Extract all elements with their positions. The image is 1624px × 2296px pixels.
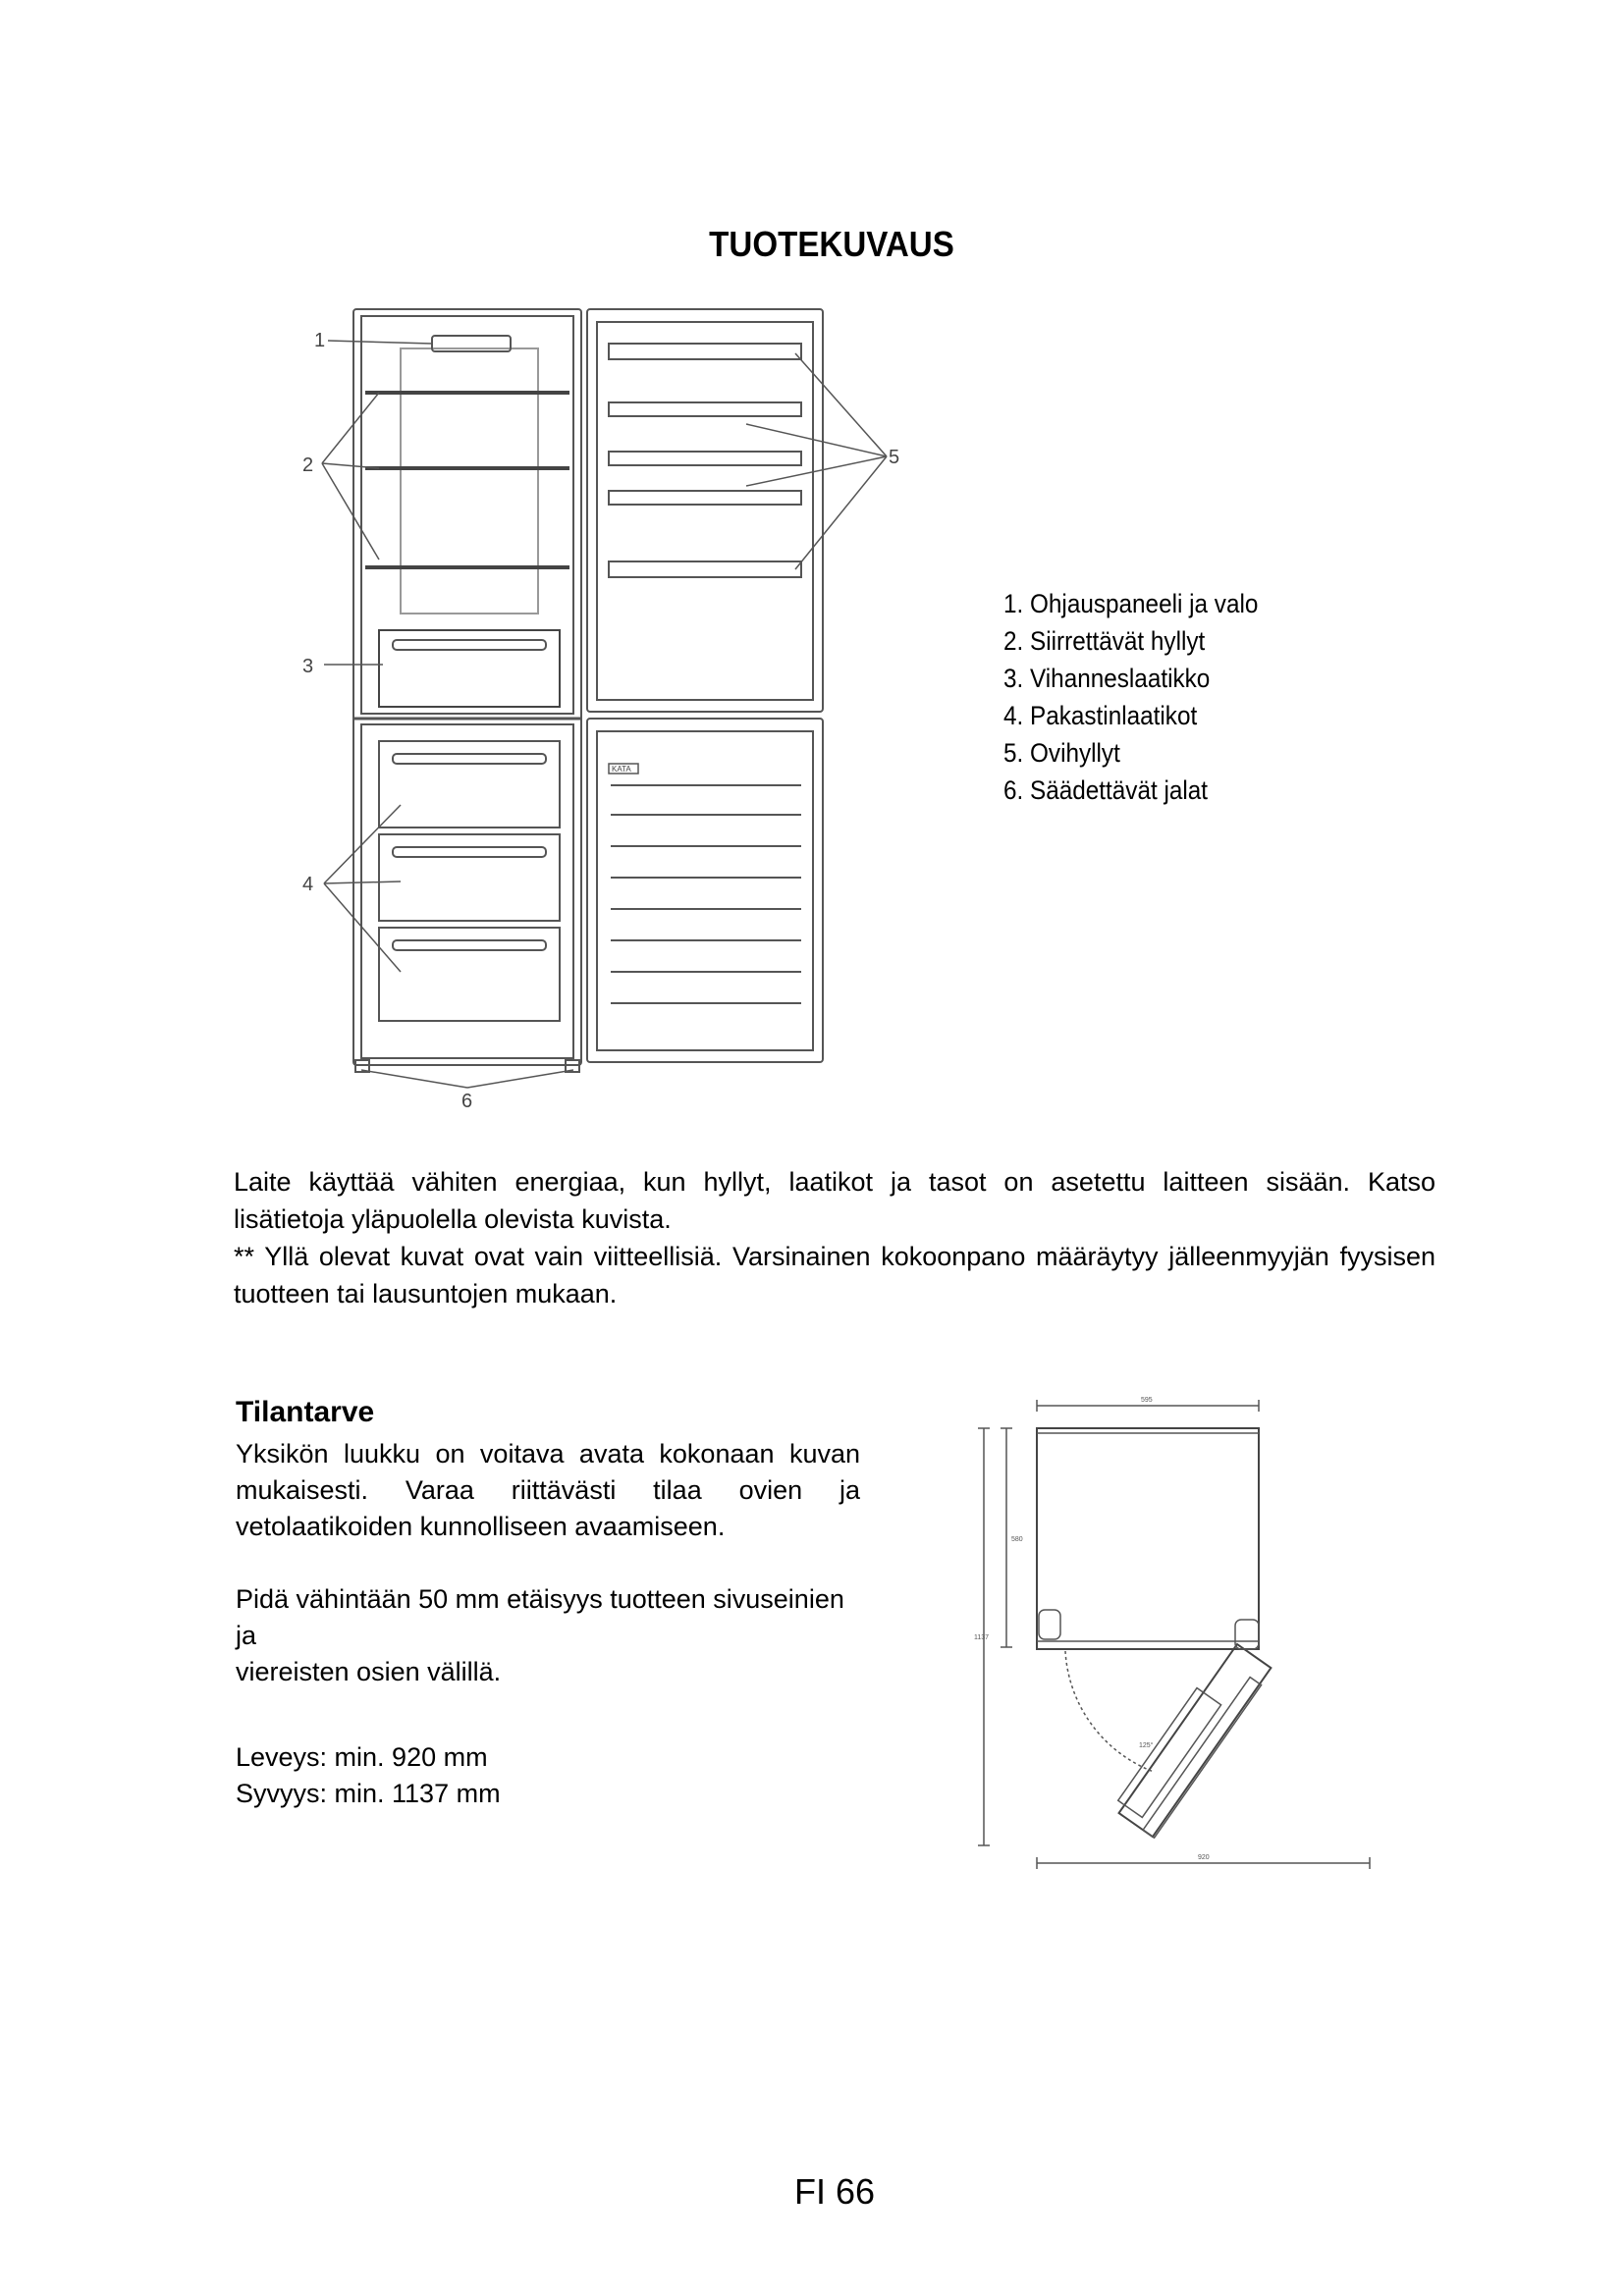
dim-top: 595	[1141, 1397, 1153, 1404]
space-text	[236, 1436, 864, 1690]
callout-5: 5	[889, 447, 900, 468]
swing-angle: 125°	[1139, 1742, 1154, 1749]
space-plan-diagram	[972, 1394, 1384, 1885]
energy-line-1: Laite käyttää vähiten energiaa, kun hyllyt, laatikot ja tasot on asetettu laitteen sisään. Katso	[234, 1167, 1435, 1197]
note-line-1: ** Yllä olevat kuvat ovat vain viitteellisiä. Varsinainen kokoonpano määräytyy jälleenmyyjän fyysisen	[234, 1242, 1435, 1271]
energy-line-2: lisätietoja yläpuolella olevista kuvista.	[234, 1204, 672, 1234]
parts-legend	[1003, 585, 1258, 809]
energy-paragraph	[234, 1163, 1435, 1312]
callout-4: 4	[302, 874, 314, 895]
legend-item: 1. Ohjauspaneeli ja valo	[1003, 589, 1259, 618]
callout-1: 1	[314, 330, 326, 351]
legend-item: 5. Ovihyllyt	[1003, 738, 1120, 768]
space-heading: Tilantarve	[236, 1396, 375, 1428]
callout-2: 2	[302, 454, 314, 476]
page-title: TUOTEKUVAUS	[709, 224, 954, 264]
legend-item: 6. Säädettävät jalat	[1003, 775, 1209, 805]
depth-label: Syvyys: min. 1137 mm	[236, 1779, 501, 1808]
dim-total-depth: 1137	[974, 1634, 990, 1641]
dim-width: 920	[1198, 1854, 1210, 1861]
distance-line-2: viereisten osien välillä.	[236, 1657, 502, 1686]
callout-6: 6	[461, 1091, 473, 1112]
min-dimensions	[236, 1739, 501, 1812]
dim-depth: 580	[1011, 1536, 1023, 1543]
space-text-line-1: Yksikön luukku on voitava avata kokonaan kuvan	[236, 1439, 860, 1468]
width-label: Leveys: min. 920 mm	[236, 1742, 488, 1772]
legend-item: 4. Pakastinlaatikot	[1003, 701, 1198, 730]
space-text-line-2: mukaisesti. Varaa riittävästi tilaa ovien ja	[236, 1475, 860, 1505]
legend-item: 3. Vihanneslaatikko	[1003, 664, 1211, 693]
legend-item: 2. Siirrettävät hyllyt	[1003, 626, 1206, 656]
space-text-line-3: vetolaatikoiden kunnolliseen avaamiseen.	[236, 1512, 726, 1541]
note-line-2: tuotteen tai lausuntojen mukaan.	[234, 1279, 618, 1308]
door-label: KATA	[612, 765, 631, 774]
callout-3: 3	[302, 656, 314, 677]
page-number: FI 66	[793, 2171, 876, 2212]
fridge-diagram	[285, 294, 913, 1119]
distance-line-1: Pidä vähintään 50 mm etäisyys tuotteen sivuseinien ja	[236, 1584, 844, 1650]
